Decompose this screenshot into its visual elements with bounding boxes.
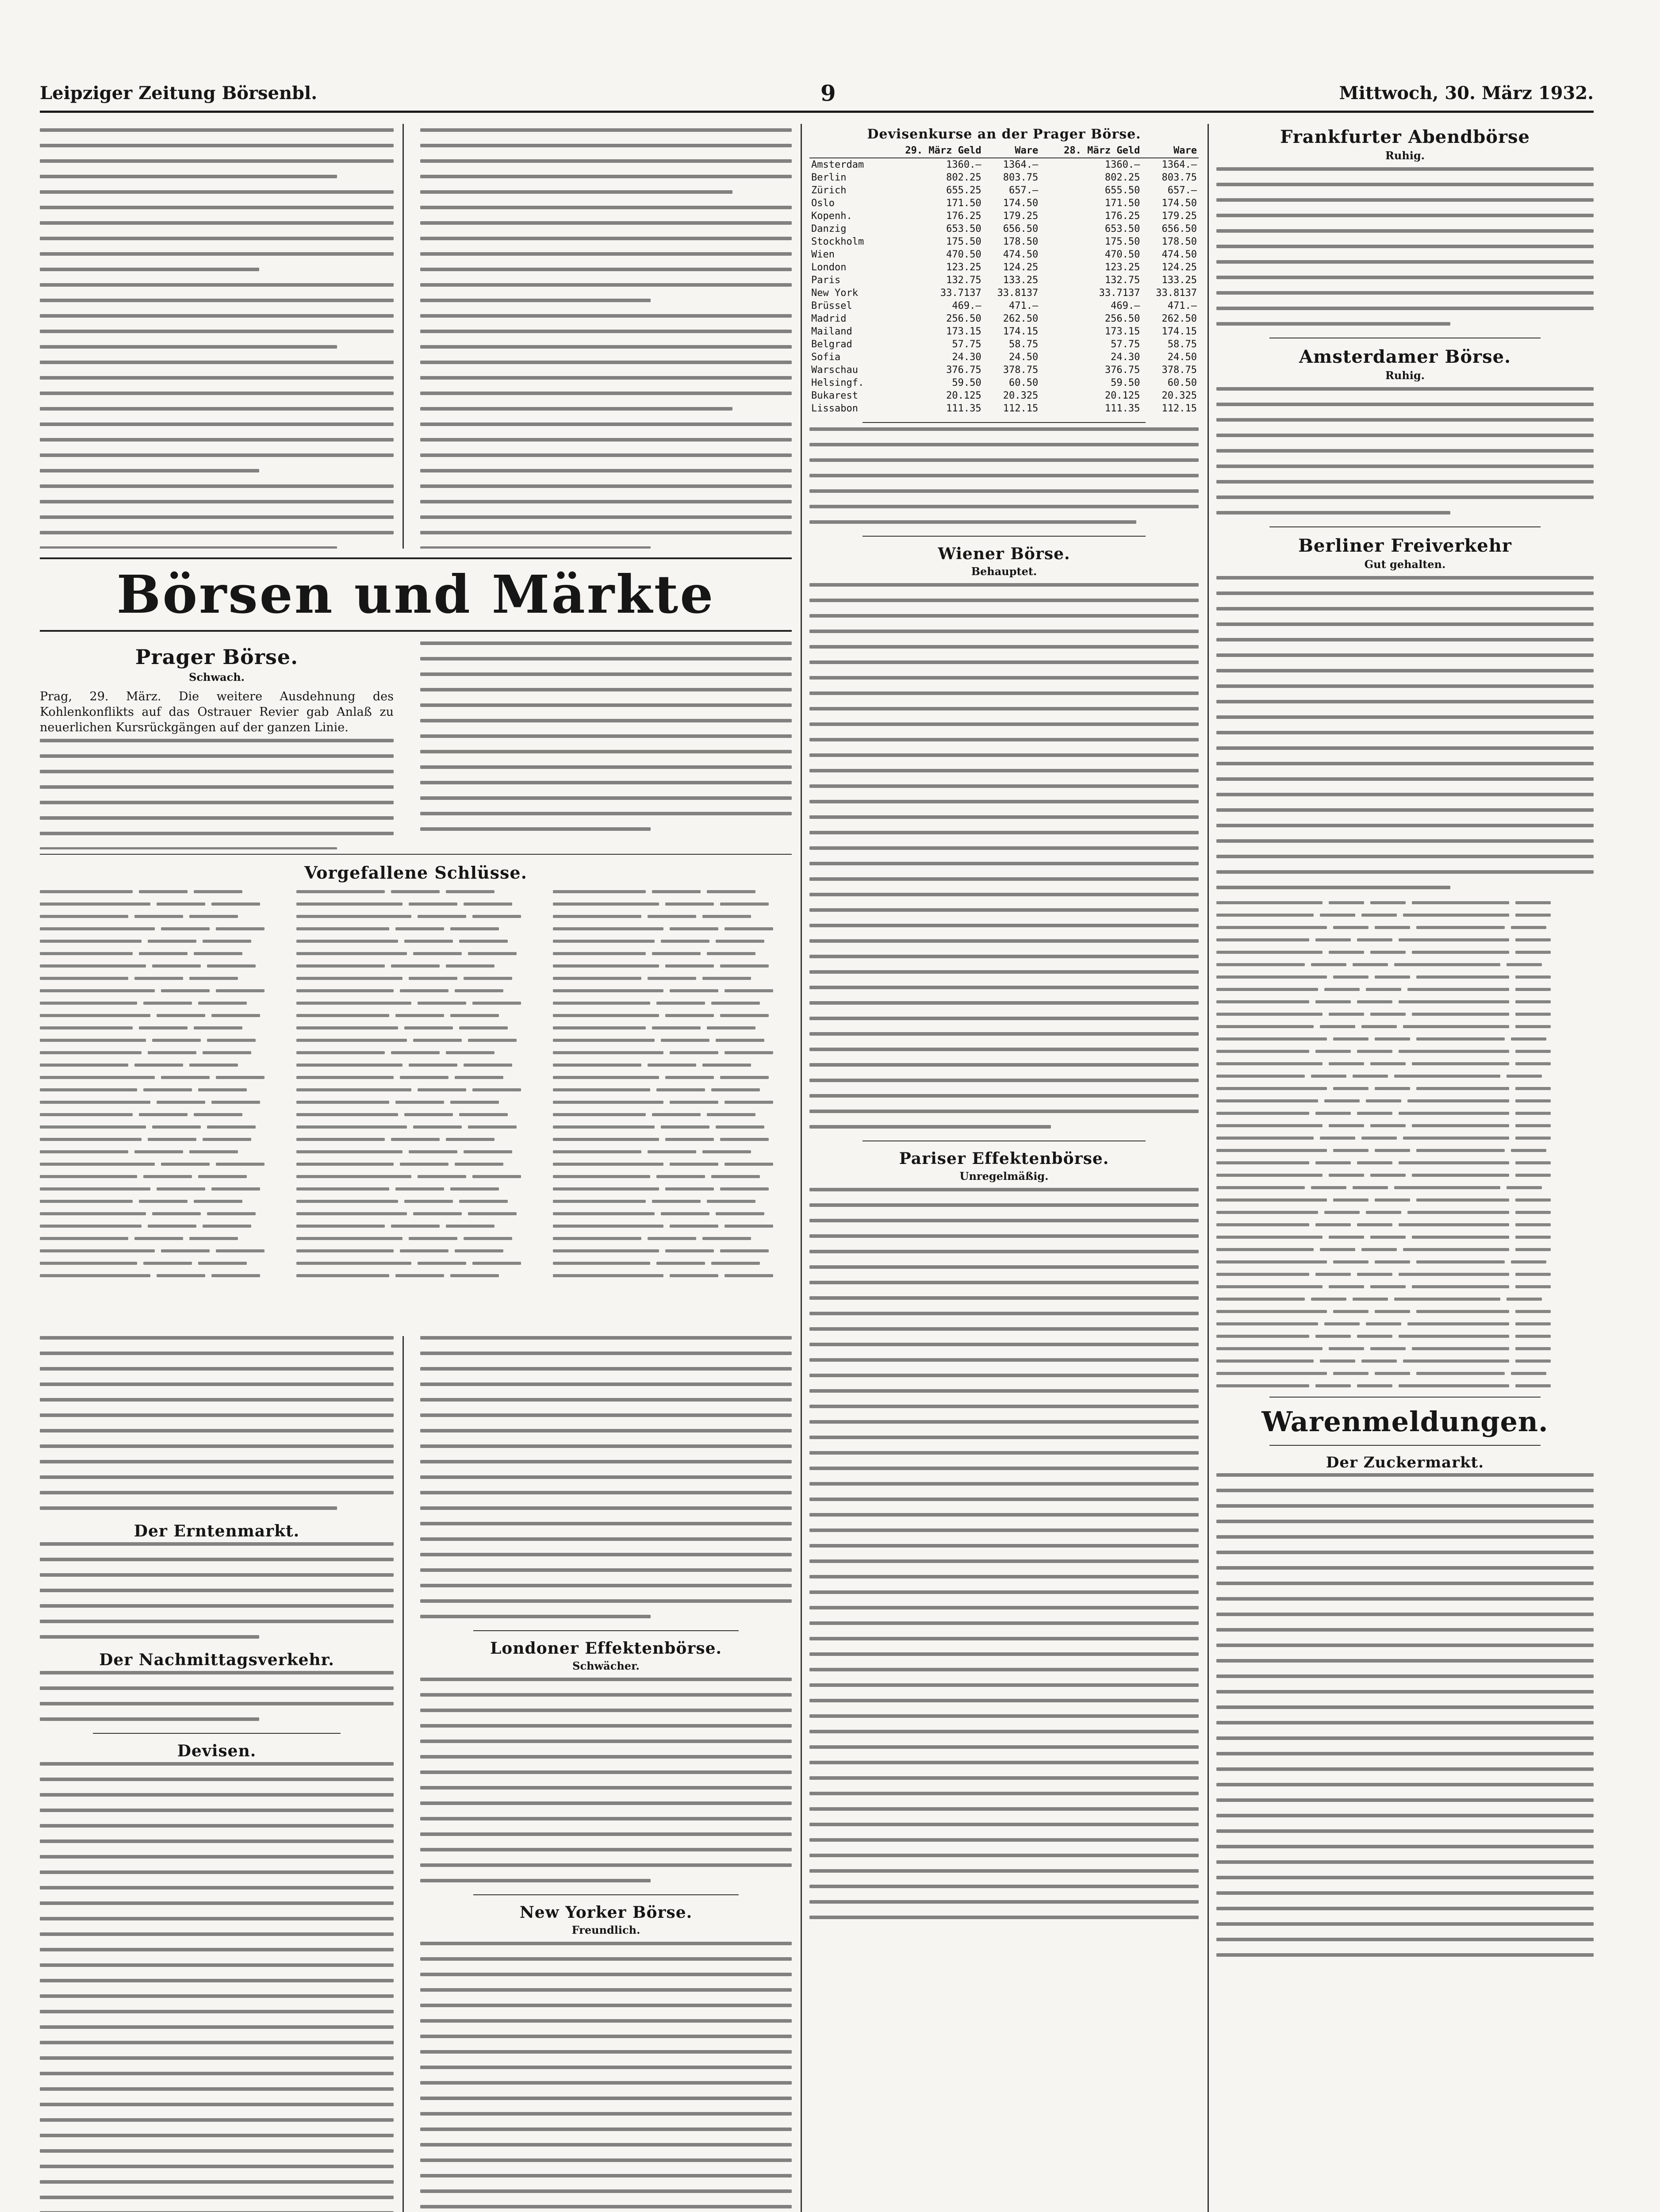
devisen-cell: 174.15: [1162, 326, 1197, 337]
lower-col-1: [40, 1336, 394, 2212]
devisen-row: [809, 325, 1199, 338]
prague-sub: Schwach.: [188, 671, 245, 684]
devisen-row: [809, 389, 1199, 402]
devisen-cell: 470.50: [1104, 249, 1140, 260]
devisen-cell: 124.25: [1162, 262, 1197, 273]
devisen-cell: 171.50: [946, 198, 981, 209]
devisen-row: [809, 235, 1199, 248]
devisen-cell: 802.25: [946, 172, 981, 183]
devisen-cell: 59.50: [1111, 377, 1140, 388]
devisen-cell: 33.8137: [1156, 288, 1197, 299]
section-banner: [40, 557, 792, 632]
masthead-date: Mittwoch, 30. März 1932.: [1339, 82, 1594, 104]
devisen-header-cell: Ware: [1142, 144, 1199, 158]
col-4: [1216, 124, 1594, 2212]
afternoon-title: Der Nachmittagsverkehr.: [99, 1651, 334, 1669]
deals-table-1: [40, 890, 288, 1286]
devisen-title: Devisen.: [177, 1742, 257, 1760]
devisen-cell: Stockholm: [811, 236, 864, 247]
devisen-cell: 174.50: [1162, 198, 1197, 209]
devisen-cell: 20.325: [1003, 390, 1039, 401]
devisen-cell: Kopenh.: [811, 211, 852, 222]
devisen-row: [809, 274, 1199, 287]
devisen-row: [809, 300, 1199, 312]
devisen-cell: 20.325: [1162, 390, 1197, 401]
devisen-cell: 174.50: [1003, 198, 1039, 209]
devisen-cell: 20.125: [946, 390, 981, 401]
devisen-cell: 111.35: [1104, 403, 1140, 414]
devisen-cell: 173.15: [1104, 326, 1140, 337]
devisen-cell: New York: [811, 288, 858, 299]
devisen-cell: 176.25: [946, 211, 981, 222]
devisen-cell: 376.75: [946, 365, 981, 376]
devisen-cell: 33.7137: [940, 288, 981, 299]
crops-title: Der Erntenmarkt.: [134, 1522, 300, 1540]
devisen-cell: Oslo: [811, 198, 835, 209]
devisen-cell: Amsterdam: [811, 159, 864, 170]
devisen-table: [809, 144, 1199, 415]
devisen-cell: 112.15: [1162, 403, 1197, 414]
devisen-row: [809, 210, 1199, 223]
devisen-cell: Brüssel: [811, 300, 852, 311]
devisen-cell: London: [811, 262, 847, 273]
sugar-title: Der Zuckermarkt.: [1326, 1454, 1484, 1471]
devisen-cell: 178.50: [1162, 236, 1197, 247]
devisen-row: [809, 171, 1199, 184]
notice-col-2: [420, 128, 792, 549]
devisen-row: [809, 248, 1199, 261]
devisen-cell: Zürich: [811, 185, 847, 196]
devisen-row: [809, 312, 1199, 325]
page-number: 9: [820, 80, 836, 106]
devisen-cell: 262.50: [1003, 313, 1039, 324]
devisen-cell: 112.15: [1003, 403, 1039, 414]
devisen-row: [809, 402, 1199, 415]
berlin-table: [1216, 901, 1594, 1387]
devisen-cell: 24.30: [952, 352, 981, 363]
devisen-cell: 123.25: [1104, 262, 1140, 273]
devisen-cell: 133.25: [1162, 275, 1197, 286]
devisen-cell: 124.25: [1003, 262, 1039, 273]
devisen-cell: Lissabon: [811, 403, 858, 414]
london-title: Londoner Effektenbörse.: [490, 1639, 722, 1658]
devisen-row: [809, 197, 1199, 210]
deals-section: [40, 854, 792, 1328]
frankfurt-sub: Ruhig.: [1385, 149, 1425, 162]
devisen-header-cell: [809, 144, 881, 158]
goods-title: Warenmeldungen.: [1261, 1406, 1549, 1438]
devisen-cell: 174.15: [1003, 326, 1039, 337]
devisen-cell: 469.—: [1111, 300, 1140, 311]
devisen-cell: 176.25: [1104, 211, 1140, 222]
devisen-cell: 256.50: [1104, 313, 1140, 324]
devisen-cell: 802.25: [1104, 172, 1140, 183]
devisen-cell: 803.75: [1162, 172, 1197, 183]
devisen-header-cell: 29. März Geld: [881, 144, 983, 158]
notice-col-1: [40, 128, 394, 549]
masthead-left: Leipziger Zeitung Börsenbl.: [40, 82, 318, 104]
devisen-cell: Helsingf.: [811, 377, 864, 388]
devisen-cell: 58.75: [1008, 339, 1039, 350]
devisen-row: [809, 364, 1199, 376]
amsterdam-title: Amsterdamer Börse.: [1299, 346, 1511, 367]
devisen-row: [809, 223, 1199, 235]
devisen-cell: Madrid: [811, 313, 847, 324]
devisen-cell: 803.75: [1003, 172, 1039, 183]
deals-title: Vorgefallene Schlüsse.: [304, 863, 527, 883]
devisen-cell: 655.50: [1104, 185, 1140, 196]
devisen-cell: Sofia: [811, 352, 841, 363]
devisen-cell: 24.50: [1008, 352, 1039, 363]
amsterdam-sub: Ruhig.: [1385, 369, 1425, 382]
devisen-cell: 378.75: [1003, 365, 1039, 376]
col-3: [809, 124, 1199, 2212]
devisen-cell: 59.50: [952, 377, 981, 388]
devisen-cell: 653.50: [1104, 223, 1140, 234]
devisen-cell: Berlin: [811, 172, 847, 183]
devisen-row: [809, 261, 1199, 274]
devisen-cell: 24.50: [1167, 352, 1197, 363]
newyork-sub: Freundlich.: [571, 1924, 640, 1936]
devisen-cell: 60.50: [1167, 377, 1197, 388]
devisen-cell: 132.75: [946, 275, 981, 286]
vienna-sub: Behauptet.: [971, 565, 1037, 578]
masthead: [40, 75, 1594, 113]
berlin-sub: Gut gehalten.: [1364, 558, 1446, 571]
devisen-cell: 1360.—: [946, 159, 981, 170]
frankfurt-title: Frankfurter Abendbörse: [1280, 127, 1530, 147]
deals-table-2: [296, 890, 544, 1286]
devisen-cell: 132.75: [1104, 275, 1140, 286]
devisen-cell: 173.15: [946, 326, 981, 337]
devisen-cell: Warschau: [811, 365, 858, 376]
newyork-title: New Yorker Börse.: [519, 1903, 693, 1922]
devisen-cell: 20.125: [1104, 390, 1140, 401]
devisen-cell: 657.—: [1167, 185, 1197, 196]
berlin-title: Berliner Freiverkehr: [1298, 535, 1512, 556]
devisen-cell: 1364.—: [1162, 159, 1197, 170]
devisen-cell: 171.50: [1104, 198, 1140, 209]
devisen-cell: 655.25: [946, 185, 981, 196]
devisen-cell: 57.75: [1111, 339, 1140, 350]
london-sub: Schwächer.: [572, 1659, 640, 1672]
devisen-cell: Paris: [811, 275, 841, 286]
devisen-header-cell: 28. März Geld: [1040, 144, 1142, 158]
prague-paragraph: Prag, 29. März. Die weitere Ausdehnung des Kohlenkonflikts auf das Ostrauer Revier gab Anlaß zu neuerlichen Kursrückgängen auf der ganzen Linie.: [40, 690, 394, 734]
devisen-cell: 657.—: [1008, 185, 1039, 196]
banner-title: Börsen und Märkte: [116, 564, 715, 625]
devisen-row: [809, 184, 1199, 197]
devisen-cell: 474.50: [1162, 249, 1197, 260]
paris-sub: Unregelmäßig.: [959, 1170, 1049, 1183]
top-notices: [40, 124, 792, 549]
devisen-cell: 376.75: [1104, 365, 1140, 376]
devisen-cell: 474.50: [1003, 249, 1039, 260]
devisen-cell: 1364.—: [1003, 159, 1039, 170]
vienna-title: Wiener Börse.: [938, 545, 1070, 563]
devisen-cell: 262.50: [1162, 313, 1197, 324]
devisen-cell: 471.—: [1167, 300, 1197, 311]
deals-table-3: [553, 890, 792, 1286]
devisen-cell: 656.50: [1162, 223, 1197, 234]
devisen-prague-title: Devisenkurse an der Prager Börse.: [867, 127, 1141, 142]
prague-title: Prager Börse.: [135, 645, 299, 669]
devisen-cell: Belgrad: [811, 339, 852, 350]
devisen-cell: Danzig: [811, 223, 847, 234]
devisen-cell: 33.7137: [1099, 288, 1140, 299]
devisen-cell: 653.50: [946, 223, 981, 234]
devisen-cell: 179.25: [1003, 211, 1039, 222]
devisen-cell: 179.25: [1162, 211, 1197, 222]
devisen-cell: Bukarest: [811, 390, 858, 401]
devisen-cell: 469.—: [952, 300, 981, 311]
devisen-row: [809, 158, 1199, 171]
devisen-cell: 178.50: [1003, 236, 1039, 247]
prague-section: [40, 637, 792, 849]
devisen-cell: 256.50: [946, 313, 981, 324]
devisen-cell: 175.50: [1104, 236, 1140, 247]
devisen-cell: 33.8137: [997, 288, 1039, 299]
devisen-cell: 470.50: [946, 249, 981, 260]
devisen-cell: 58.75: [1167, 339, 1197, 350]
devisen-row: [809, 351, 1199, 364]
devisen-cell: 133.25: [1003, 275, 1039, 286]
devisen-cell: 60.50: [1008, 377, 1039, 388]
devisen-row: [809, 287, 1199, 300]
lower-col-2: [420, 1336, 792, 2212]
devisen-cell: 111.35: [946, 403, 981, 414]
devisen-row: [809, 338, 1199, 351]
paris-title: Pariser Effektenbörse.: [899, 1149, 1109, 1168]
devisen-cell: 656.50: [1003, 223, 1039, 234]
devisen-cell: 1360.—: [1104, 159, 1140, 170]
devisen-cell: Wien: [811, 249, 835, 260]
devisen-cell: 24.30: [1111, 352, 1140, 363]
devisen-cell: 175.50: [946, 236, 981, 247]
devisen-cell: 378.75: [1162, 365, 1197, 376]
devisen-cell: Mailand: [811, 326, 852, 337]
devisen-cell: 57.75: [952, 339, 981, 350]
devisen-header-cell: Ware: [983, 144, 1040, 158]
devisen-cell: 123.25: [946, 262, 981, 273]
devisen-cell: 471.—: [1008, 300, 1039, 311]
devisen-row: [809, 376, 1199, 389]
